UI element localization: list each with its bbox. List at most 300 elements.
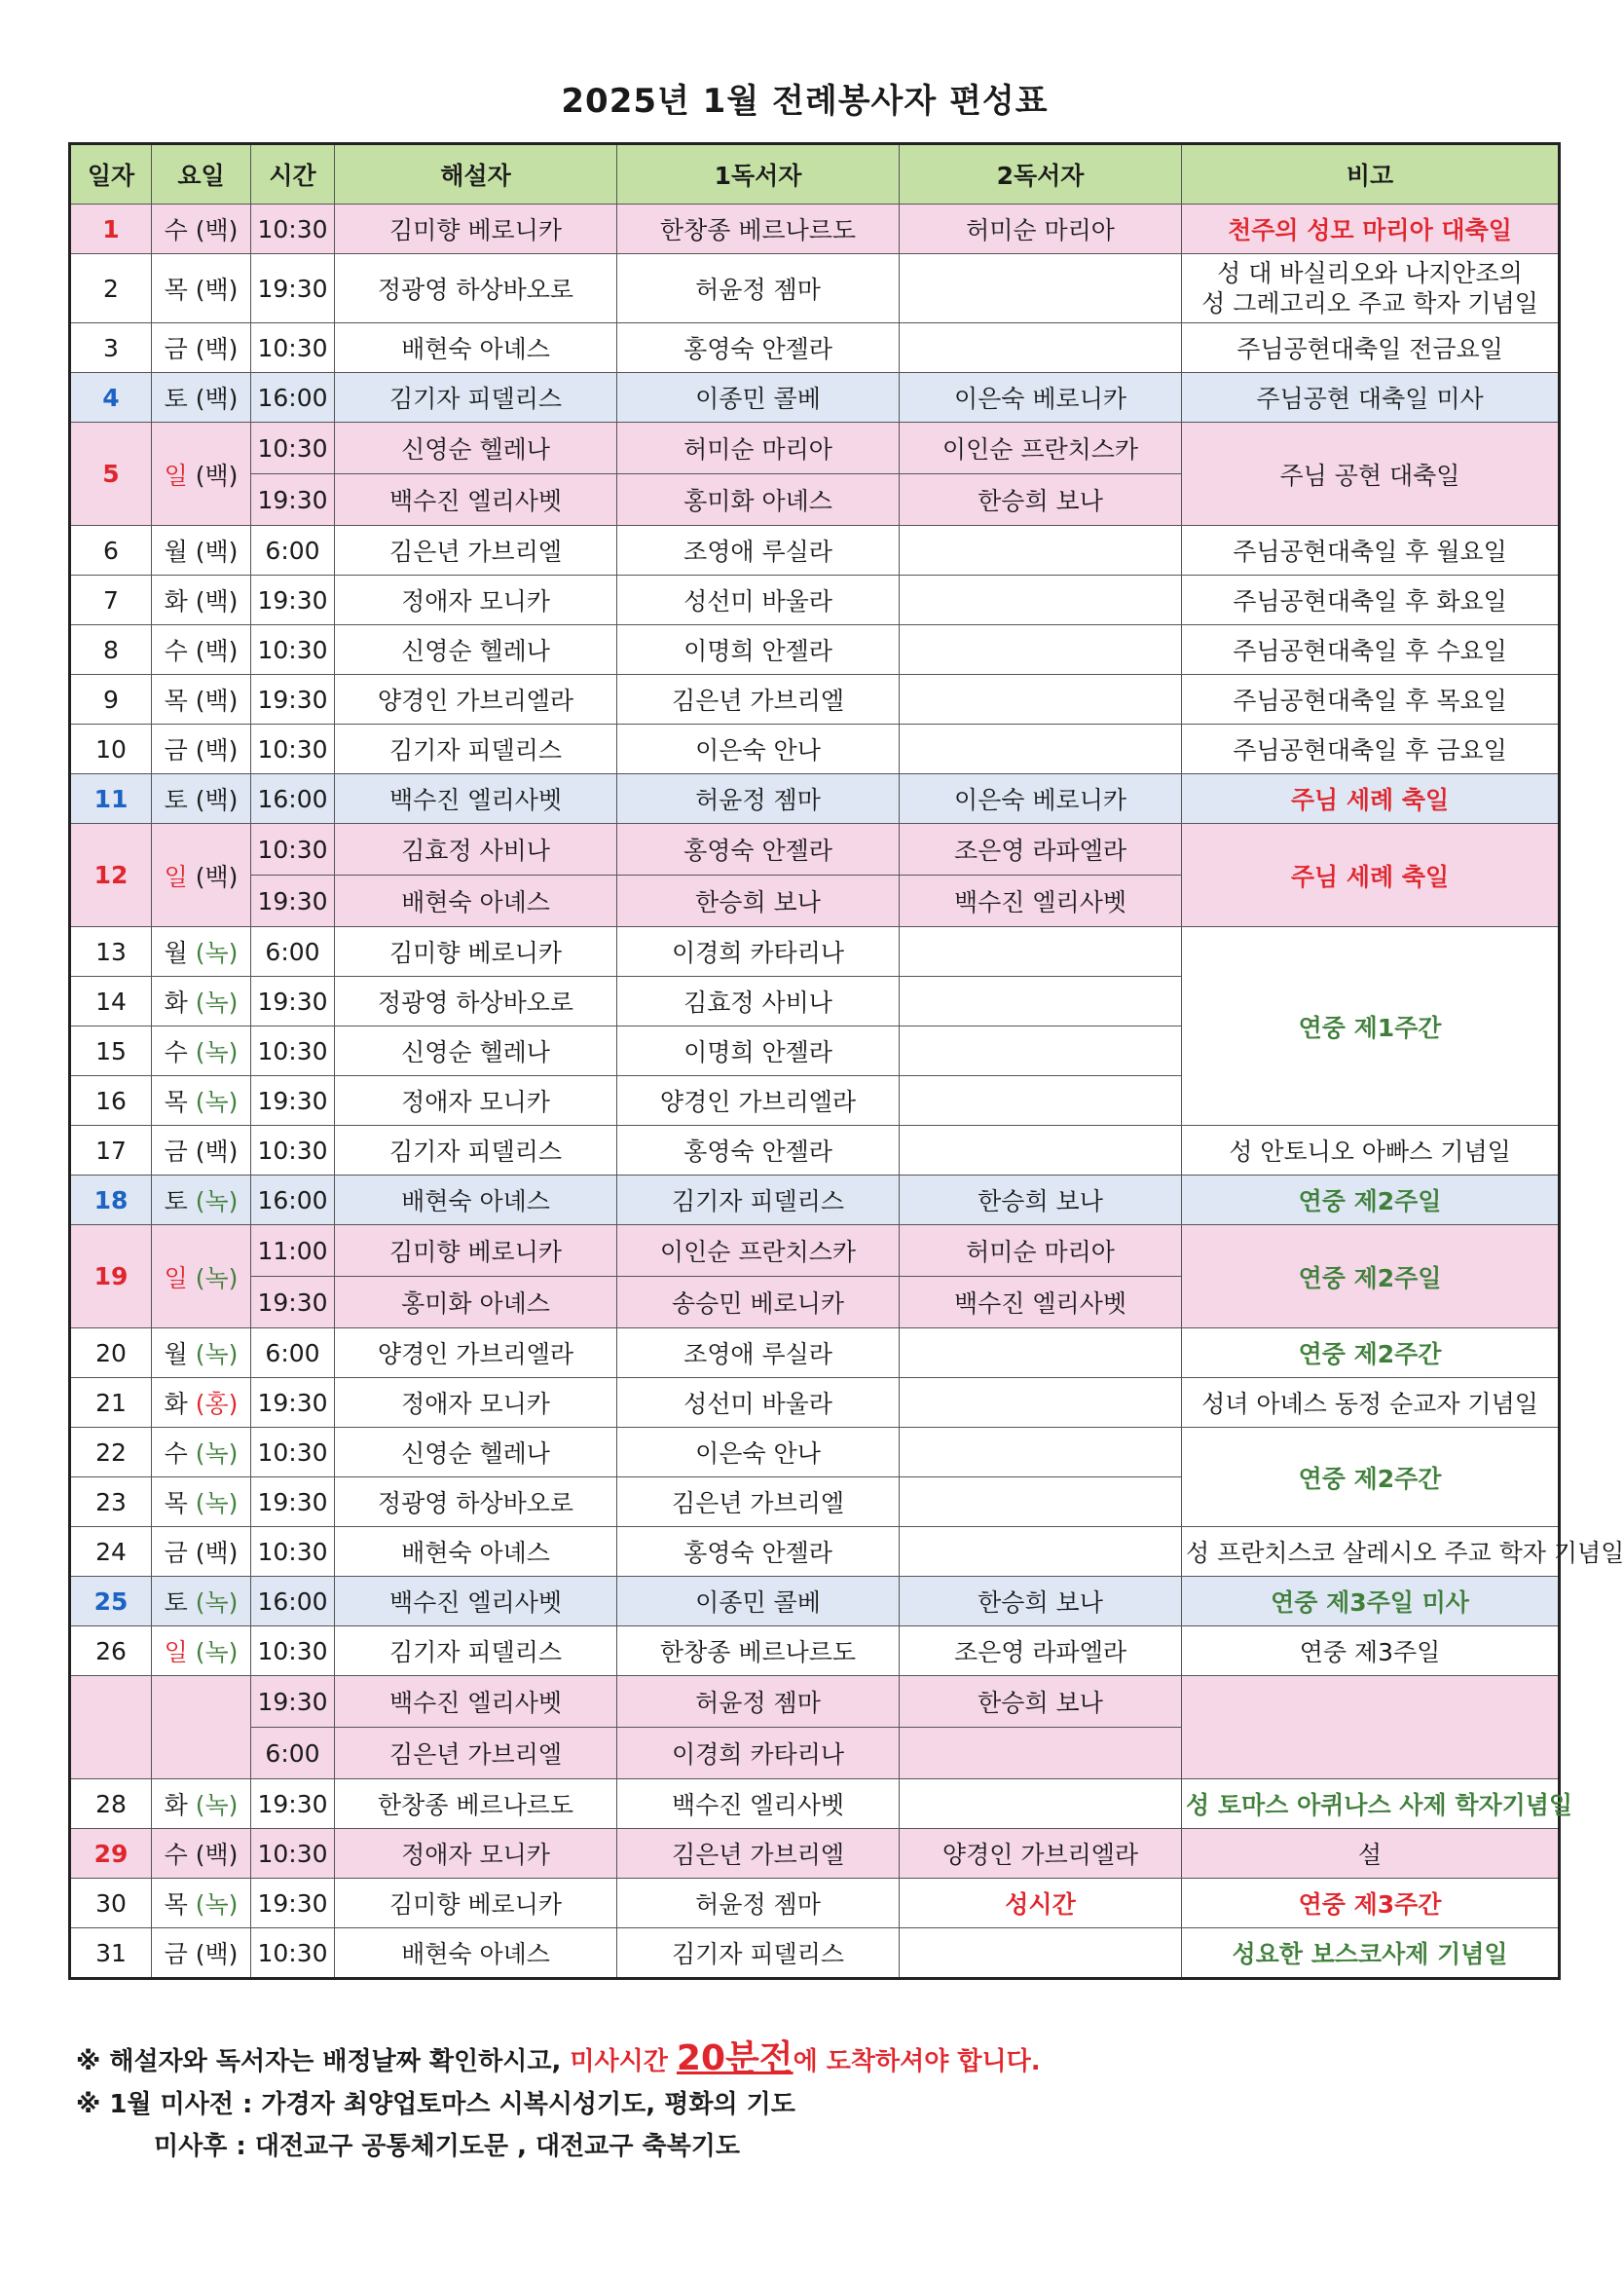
reader1-cell: 허미순 마리아 (617, 423, 900, 474)
table-row (70, 725, 1560, 774)
date-cell: 1 (70, 205, 152, 254)
reader2-cell (900, 927, 1182, 977)
note-cell: 주님공현대축일 후 목요일 (1182, 675, 1560, 725)
weekday-cell (152, 1328, 251, 1378)
reader1-cell: 이경희 카타리나 (617, 927, 900, 977)
commentator-cell: 백수진 엘리사벳 (335, 1676, 617, 1728)
commentator-cell: 백수진 엘리사벳 (335, 774, 617, 824)
reader1-cell: 김은년 가브리엘 (617, 675, 900, 725)
weekday-cell (152, 1879, 251, 1928)
reader2-cell (900, 323, 1182, 373)
table-row (70, 1626, 1560, 1676)
reader1-cell: 이은숙 안나 (617, 1428, 900, 1477)
reader1-cell: 허윤정 젬마 (617, 1879, 900, 1928)
liturgical-color: (백) (195, 637, 239, 665)
date-cell: 2 (70, 254, 152, 323)
date-cell: 12 (70, 824, 152, 927)
column-header: 2독서자 (900, 144, 1182, 205)
weekday-cell (152, 774, 251, 824)
note-cell: 연중 제3주간 (1182, 1879, 1560, 1928)
weekday-cell (152, 205, 251, 254)
liturgical-color: (백) (195, 461, 239, 490)
date-cell: 7 (70, 576, 152, 625)
note-cell: 주님공현 대축일 미사 (1182, 373, 1560, 423)
commentator-cell: 양경인 가브리엘라 (335, 1328, 617, 1378)
weekday-text: 수 (164, 1841, 188, 1869)
reader1-cell: 이인순 프란치스카 (617, 1225, 900, 1277)
table-row (70, 1176, 1560, 1225)
table-row (70, 373, 1560, 423)
time-cell: 19:30 (251, 876, 335, 927)
reader2-cell (900, 1728, 1182, 1779)
date-cell: 19 (70, 1225, 152, 1328)
weekday-cell (152, 526, 251, 576)
note-cell: 주님 세례 축일 (1182, 824, 1560, 927)
page-title: 2025년 1월 전례봉사자 편성표 (561, 82, 1049, 121)
time-cell: 19:30 (251, 1676, 335, 1728)
weekday-cell (152, 576, 251, 625)
reader2-cell (900, 526, 1182, 576)
commentator-cell: 백수진 엘리사벳 (335, 474, 617, 526)
weekday-text: 금 (164, 1138, 188, 1166)
reader1-cell: 한창종 베르나르도 (617, 205, 900, 254)
column-header: 해설자 (335, 144, 617, 205)
liturgical-color: (녹) (195, 1791, 239, 1819)
time-cell: 11:00 (251, 1225, 335, 1277)
date-cell: 17 (70, 1126, 152, 1176)
commentator-cell: 김미향 베로니카 (335, 1225, 617, 1277)
column-header: 시간 (251, 144, 335, 205)
commentator-cell: 배현숙 아녜스 (335, 1527, 617, 1577)
commentator-cell: 배현숙 아녜스 (335, 1176, 617, 1225)
footer-highlight: 미사시간 (570, 2047, 677, 2076)
weekday-cell (152, 1829, 251, 1879)
reader2-cell: 이인순 프란치스카 (900, 423, 1182, 474)
note-cell: 성 프란치스코 살레시오 주교 학자 기념일 (1182, 1527, 1560, 1577)
reader2-cell (900, 576, 1182, 625)
commentator-cell: 김은년 가브리엘 (335, 526, 617, 576)
reader2-cell (900, 625, 1182, 675)
commentator-cell: 김은년 가브리엘 (335, 1728, 617, 1779)
reader1-cell: 김기자 피델리스 (617, 1928, 900, 1979)
time-cell: 19:30 (251, 1779, 335, 1829)
time-cell: 10:30 (251, 725, 335, 774)
reader1-cell: 홍영숙 안젤라 (617, 824, 900, 876)
note-cell: 주님공현대축일 전금요일 (1182, 323, 1560, 373)
liturgical-color: (홍) (195, 1390, 239, 1418)
date-cell: 31 (70, 1928, 152, 1979)
commentator-cell: 김미향 베로니카 (335, 927, 617, 977)
note-cell (1182, 254, 1560, 323)
time-cell: 19:30 (251, 1378, 335, 1428)
reader2-cell (900, 1527, 1182, 1577)
column-header: 1독서자 (617, 144, 900, 205)
date-cell: 25 (70, 1577, 152, 1626)
liturgical-color: (녹) (195, 1263, 239, 1292)
reader2-cell: 조은영 라파엘라 (900, 824, 1182, 876)
time-cell: 16:00 (251, 1176, 335, 1225)
weekday-text: 토 (164, 385, 188, 413)
date-cell: 6 (70, 526, 152, 576)
weekday-cell (152, 625, 251, 675)
note-cell: 연중 제3주일 미사 (1182, 1577, 1560, 1626)
reader1-cell: 이종민 콜베 (617, 373, 900, 423)
liturgical-color: (백) (195, 276, 239, 304)
weekday-text: 일 (164, 862, 188, 891)
date-cell: 4 (70, 373, 152, 423)
time-cell: 10:30 (251, 205, 335, 254)
note-cell: 성 토마스 아퀴나스 사제 학자기념일 (1182, 1779, 1560, 1829)
weekday-text: 수 (164, 637, 188, 665)
commentator-cell: 정광영 하상바오로 (335, 1477, 617, 1527)
reader1-cell: 홍영숙 안젤라 (617, 323, 900, 373)
liturgical-color: (녹) (195, 1489, 239, 1517)
weekday-text: 금 (164, 1539, 188, 1567)
table-row (70, 323, 1560, 373)
note-cell: 연중 제2주일 (1182, 1176, 1560, 1225)
liturgical-color: (녹) (195, 1439, 239, 1468)
time-cell: 10:30 (251, 1928, 335, 1979)
date-cell: 11 (70, 774, 152, 824)
date-cell: 26 (70, 1626, 152, 1676)
weekday-cell (152, 373, 251, 423)
date-cell: 23 (70, 1477, 152, 1527)
time-cell: 10:30 (251, 1027, 335, 1076)
table-row (70, 526, 1560, 576)
weekday-cell (152, 323, 251, 373)
table-row (70, 1779, 1560, 1829)
note-line: 성 대 바실리오와 나지안조의 (1217, 258, 1523, 287)
liturgical-color: (백) (195, 335, 239, 363)
note-cell: 주님공현대축일 후 수요일 (1182, 625, 1560, 675)
footer-text: ※ 해설자와 독서자는 배정날짜 확인하시고, (76, 2047, 571, 2076)
weekday-cell (152, 1176, 251, 1225)
reader1-cell: 이경희 카타리나 (617, 1728, 900, 1779)
weekday-text: 일 (164, 1263, 188, 1292)
date-cell: 16 (70, 1076, 152, 1126)
reader1-cell: 성선미 바울라 (617, 576, 900, 625)
table-row (70, 1928, 1560, 1979)
reader2-cell (900, 1328, 1182, 1378)
table-row (70, 1527, 1560, 1577)
time-cell: 10:30 (251, 323, 335, 373)
weekday-text: 목 (164, 1489, 188, 1517)
time-cell: 19:30 (251, 1076, 335, 1126)
reader2-cell: 허미순 마리아 (900, 205, 1182, 254)
note-cell: 주님 공현 대축일 (1182, 423, 1560, 526)
reader1-cell: 허윤정 젬마 (617, 774, 900, 824)
weekday-text: 화 (164, 1390, 188, 1418)
commentator-cell: 김기자 피델리스 (335, 1626, 617, 1676)
table-row (70, 1225, 1560, 1277)
reader1-cell: 한승희 보나 (617, 876, 900, 927)
weekday-text: 목 (164, 687, 188, 715)
reader2-cell: 이은숙 베로니카 (900, 774, 1182, 824)
reader2-cell (900, 254, 1182, 323)
commentator-cell: 김기자 피델리스 (335, 725, 617, 774)
time-cell: 6:00 (251, 526, 335, 576)
note-cell (1182, 1676, 1560, 1779)
commentator-cell: 정애자 모니카 (335, 1378, 617, 1428)
weekday-cell (152, 1225, 251, 1328)
weekday-cell (152, 1477, 251, 1527)
table-row (70, 774, 1560, 824)
commentator-cell: 김기자 피델리스 (335, 373, 617, 423)
weekday-cell (152, 1027, 251, 1076)
time-cell: 16:00 (251, 373, 335, 423)
column-header: 비고 (1182, 144, 1560, 205)
weekday-text: 월 (164, 538, 188, 566)
date-cell (70, 1676, 152, 1779)
weekday-text: 금 (164, 1940, 188, 1968)
weekday-text: 화 (164, 1791, 188, 1819)
reader1-cell: 이명희 안젤라 (617, 625, 900, 675)
time-cell: 10:30 (251, 1829, 335, 1879)
weekday-cell (152, 1378, 251, 1428)
commentator-cell: 김기자 피델리스 (335, 1126, 617, 1176)
table-row (70, 576, 1560, 625)
time-cell: 10:30 (251, 824, 335, 876)
note-cell: 주님공현대축일 후 금요일 (1182, 725, 1560, 774)
time-cell: 6:00 (251, 927, 335, 977)
weekday-text: 화 (164, 587, 188, 616)
reader1-cell: 홍미화 아녜스 (617, 474, 900, 526)
time-cell: 19:30 (251, 1477, 335, 1527)
reader2-cell: 백수진 엘리사벳 (900, 876, 1182, 927)
time-cell: 10:30 (251, 423, 335, 474)
date-cell: 3 (70, 323, 152, 373)
footer-note-3: 미사후 : 대전교구 공통체기도문 , 대전교구 축복기도 (154, 2132, 741, 2161)
time-cell: 10:30 (251, 1626, 335, 1676)
time-cell: 16:00 (251, 774, 335, 824)
time-cell: 10:30 (251, 1126, 335, 1176)
weekday-cell (152, 1126, 251, 1176)
reader2-cell (900, 1779, 1182, 1829)
weekday-text: 토 (164, 786, 188, 814)
time-cell: 19:30 (251, 576, 335, 625)
table-row (70, 1676, 1560, 1728)
commentator-cell: 신영순 헬레나 (335, 625, 617, 675)
weekday-text: 일 (164, 1638, 188, 1666)
liturgical-color: (녹) (195, 939, 239, 967)
footer-note-2: ※ 1월 미사전 : 가경자 최양업토마스 시복시성기도, 평화의 기도 (76, 2090, 795, 2119)
commentator-cell: 김미향 베로니카 (335, 1879, 617, 1928)
liturgical-color: (백) (195, 1539, 239, 1567)
date-cell: 9 (70, 675, 152, 725)
date-cell: 5 (70, 423, 152, 526)
liturgical-color: (백) (195, 216, 239, 244)
reader2-cell: 조은영 라파엘라 (900, 1626, 1182, 1676)
reader2-cell (900, 1378, 1182, 1428)
weekday-text: 토 (164, 1187, 188, 1215)
column-header: 일자 (70, 144, 152, 205)
reader1-cell: 허윤정 젬마 (617, 1676, 900, 1728)
commentator-cell: 김효정 사비나 (335, 824, 617, 876)
weekday-cell (152, 1928, 251, 1979)
weekday-cell (152, 1626, 251, 1676)
note-cell: 주님 세례 축일 (1182, 774, 1560, 824)
note-cell: 천주의 성모 마리아 대축일 (1182, 205, 1560, 254)
weekday-cell (152, 977, 251, 1027)
liturgical-color: (녹) (195, 1038, 239, 1066)
footer-highlight-minutes: 20분전 (676, 2038, 794, 2078)
reader2-cell (900, 1928, 1182, 1979)
commentator-cell: 한창종 베르나르도 (335, 1779, 617, 1829)
table-row (70, 927, 1560, 977)
liturgical-color: (백) (195, 385, 239, 413)
weekday-text: 월 (164, 939, 188, 967)
column-header: 요일 (152, 144, 251, 205)
date-cell: 15 (70, 1027, 152, 1076)
commentator-cell: 백수진 엘리사벳 (335, 1577, 617, 1626)
time-cell: 10:30 (251, 625, 335, 675)
liturgical-color: (녹) (195, 1088, 239, 1116)
weekday-cell (152, 254, 251, 323)
weekday-cell (152, 824, 251, 927)
reader2-cell: 성시간 (900, 1879, 1182, 1928)
note-cell: 성녀 아녜스 동정 순교자 기념일 (1182, 1378, 1560, 1428)
liturgical-color: (녹) (195, 1588, 239, 1617)
reader2-cell (900, 675, 1182, 725)
reader1-cell: 송승민 베로니카 (617, 1277, 900, 1328)
time-cell: 19:30 (251, 675, 335, 725)
date-cell: 30 (70, 1879, 152, 1928)
reader2-cell: 백수진 엘리사벳 (900, 1277, 1182, 1328)
time-cell: 10:30 (251, 1527, 335, 1577)
reader1-cell: 홍영숙 안젤라 (617, 1126, 900, 1176)
reader1-cell: 김기자 피델리스 (617, 1176, 900, 1225)
weekday-text: 수 (164, 1038, 188, 1066)
date-cell: 10 (70, 725, 152, 774)
weekday-text: 일 (164, 461, 188, 490)
reader2-cell (900, 977, 1182, 1027)
liturgical-color: (백) (195, 1138, 239, 1166)
table-row (70, 1577, 1560, 1626)
weekday-cell (152, 1527, 251, 1577)
date-cell: 22 (70, 1428, 152, 1477)
reader1-cell: 김효정 사비나 (617, 977, 900, 1027)
time-cell: 19:30 (251, 1277, 335, 1328)
note-cell: 연중 제1주간 (1182, 927, 1560, 1126)
reader2-cell: 이은숙 베로니카 (900, 373, 1182, 423)
reader1-cell: 홍영숙 안젤라 (617, 1527, 900, 1577)
weekday-cell (152, 1779, 251, 1829)
date-cell: 28 (70, 1779, 152, 1829)
table-row (70, 1428, 1560, 1477)
reader1-cell: 이은숙 안나 (617, 725, 900, 774)
commentator-cell: 정애자 모니카 (335, 576, 617, 625)
note-cell: 연중 제2주간 (1182, 1328, 1560, 1378)
liturgical-color: (녹) (195, 1187, 239, 1215)
weekday-text: 화 (164, 989, 188, 1017)
date-cell: 20 (70, 1328, 152, 1378)
table-row (70, 1328, 1560, 1378)
liturgical-color: (백) (195, 538, 239, 566)
table-row (70, 824, 1560, 876)
reader2-cell (900, 1477, 1182, 1527)
liturgical-color: (백) (195, 587, 239, 616)
table-row (70, 254, 1560, 323)
reader2-cell (900, 725, 1182, 774)
weekday-text: 금 (164, 736, 188, 765)
reader2-cell: 한승희 보나 (900, 474, 1182, 526)
schedule-table (68, 142, 1624, 1980)
liturgical-color: (녹) (195, 989, 239, 1017)
liturgical-color: (백) (195, 736, 239, 765)
footer-text-end: 에 도착하셔야 합니다. (793, 2047, 1041, 2076)
weekday-text: 목 (164, 276, 188, 304)
reader2-cell: 한승희 보나 (900, 1676, 1182, 1728)
date-cell: 24 (70, 1527, 152, 1577)
liturgical-color: (녹) (195, 1638, 239, 1666)
reader1-cell: 백수진 엘리사벳 (617, 1779, 900, 1829)
table-row (70, 1126, 1560, 1176)
table-row (70, 675, 1560, 725)
weekday-cell (152, 423, 251, 526)
weekday-cell (152, 725, 251, 774)
reader2-cell (900, 1027, 1182, 1076)
liturgical-color: (백) (195, 862, 239, 891)
reader1-cell: 허윤정 젬마 (617, 254, 900, 323)
note-line: 성 그레고리오 주교 학자 기념일 (1201, 289, 1538, 317)
reader2-cell: 한승희 보나 (900, 1577, 1182, 1626)
reader1-cell: 조영애 루실라 (617, 526, 900, 576)
time-cell: 6:00 (251, 1328, 335, 1378)
date-cell: 21 (70, 1378, 152, 1428)
weekday-text: 수 (164, 216, 188, 244)
liturgical-color: (백) (195, 786, 239, 814)
table-row (70, 1879, 1560, 1928)
reader2-cell (900, 1428, 1182, 1477)
note-cell: 연중 제2주간 (1182, 1428, 1560, 1527)
time-cell: 10:30 (251, 1428, 335, 1477)
date-cell: 14 (70, 977, 152, 1027)
note-cell: 연중 제3주일 (1182, 1626, 1560, 1676)
reader1-cell: 한창종 베르나르도 (617, 1626, 900, 1676)
commentator-cell: 신영순 헬레나 (335, 1027, 617, 1076)
time-cell: 19:30 (251, 474, 335, 526)
liturgical-color: (백) (195, 687, 239, 715)
reader1-cell: 조영애 루실라 (617, 1328, 900, 1378)
date-cell: 29 (70, 1829, 152, 1879)
liturgical-color: (백) (195, 1940, 239, 1968)
date-cell: 8 (70, 625, 152, 675)
weekday-cell (152, 1676, 251, 1779)
commentator-cell: 신영순 헬레나 (335, 423, 617, 474)
reader1-cell: 이명희 안젤라 (617, 1027, 900, 1076)
liturgical-color: (백) (195, 1841, 239, 1869)
weekday-text: 수 (164, 1439, 188, 1468)
commentator-cell: 신영순 헬레나 (335, 1428, 617, 1477)
time-cell: 19:30 (251, 977, 335, 1027)
weekday-text: 금 (164, 335, 188, 363)
reader2-cell (900, 1126, 1182, 1176)
weekday-text: 월 (164, 1340, 188, 1368)
commentator-cell: 정광영 하상바오로 (335, 254, 617, 323)
liturgical-color: (녹) (195, 1890, 239, 1919)
reader2-cell: 한승희 보나 (900, 1176, 1182, 1225)
table-row (70, 1378, 1560, 1428)
time-cell: 19:30 (251, 1879, 335, 1928)
note-cell: 주님공현대축일 후 화요일 (1182, 576, 1560, 625)
reader1-cell: 이종민 콜베 (617, 1577, 900, 1626)
reader1-cell: 양경인 가브리엘라 (617, 1076, 900, 1126)
reader1-cell: 김은년 가브리엘 (617, 1829, 900, 1879)
note-cell: 연중 제2주일 (1182, 1225, 1560, 1328)
commentator-cell: 정애자 모니카 (335, 1076, 617, 1126)
weekday-text: 목 (164, 1890, 188, 1919)
footer-note-1 (76, 2031, 1041, 2080)
